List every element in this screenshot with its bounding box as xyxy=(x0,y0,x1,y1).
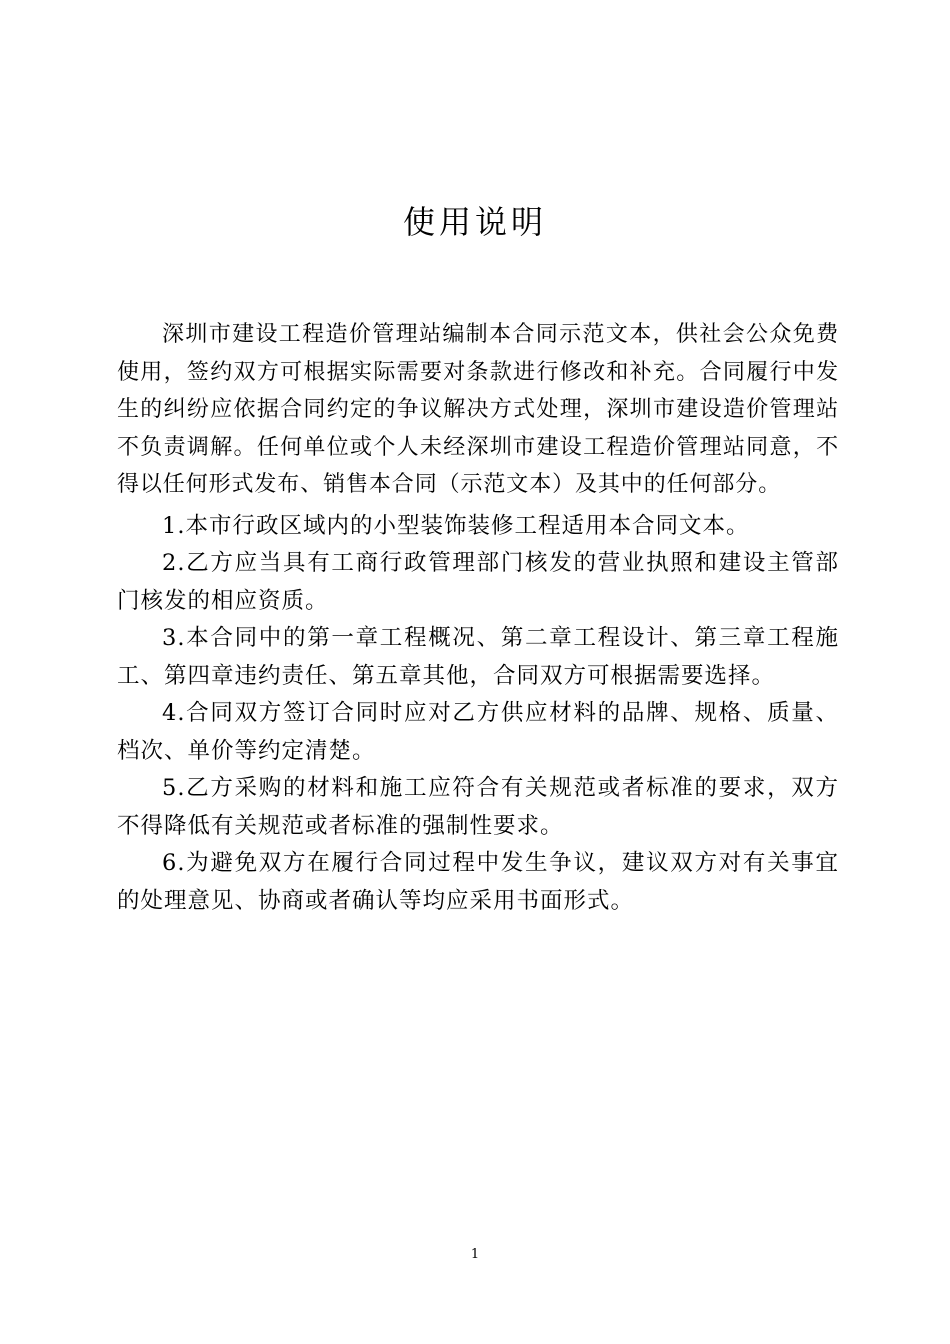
list-item-1: 1.本市行政区域内的小型装饰装修工程适用本合同文本。 xyxy=(162,512,750,539)
intro-paragraph: 深圳市建设工程造价管理站编制本合同示范文本，供社会公众免费使用，签约双方可根据实际需要对条款进行修改和补充。合同履行中发生的纠纷应依据合同约定的争议解决方式处理，深圳市建设造价管理站不负责调解。任何单位或个人未经深圳市建设工程造价管理站同意，不得以任何形式发布、销售本合同（示范文本）及其中的任何部分。 xyxy=(117,322,839,497)
page-title: 使用说明 xyxy=(402,203,547,241)
list-item-6: 6.为避免双方在履行合同过程中发生争议，建议双方对有关事宜的处理意见、协商或者确认等均应采用书面形式。 xyxy=(117,850,839,914)
list-item-2: 2.乙方应当具有工商行政管理部门核发的营业执照和建设主管部门核发的相应资质。 xyxy=(117,550,839,614)
list-item-4: 4.合同双方签订合同时应对乙方供应材料的品牌、规格、质量、档次、单价等约定清楚。 xyxy=(117,700,839,764)
list-item-5: 5.乙方采购的材料和施工应符合有关规范或者标准的要求，双方不得降低有关规范或者标准的强制性要求。 xyxy=(117,775,839,839)
document-body xyxy=(117,316,839,920)
list-item-3: 3.本合同中的第一章工程概况、第二章工程设计、第三章工程施工、第四章违约责任、第五章其他，合同双方可根据需要选择。 xyxy=(117,625,839,689)
page-number: 1 xyxy=(470,1247,480,1262)
